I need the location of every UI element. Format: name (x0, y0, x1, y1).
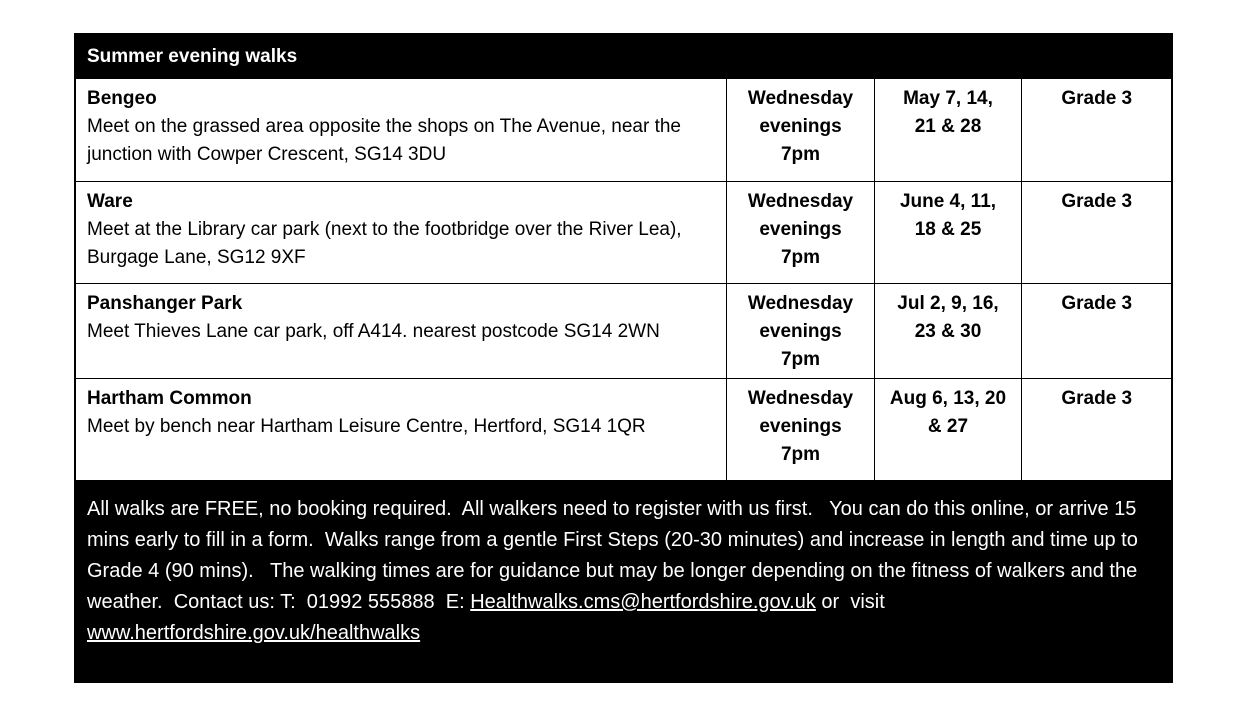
day-text: evenings (759, 320, 842, 342)
time-text: 7pm (780, 246, 821, 268)
day-text: Wednesday (747, 292, 854, 314)
location-description: Meet by bench near Hartham Leisure Centre, Hertford, SG14 1QR (87, 415, 646, 437)
day-text: Wednesday (747, 88, 854, 109)
location-cell (76, 79, 726, 181)
dates-text: Jul 2, 9, 16, (897, 292, 999, 314)
day-cell (726, 79, 874, 181)
day-cell (726, 283, 874, 378)
walks-flyer (74, 33, 1173, 683)
location-name: Panshanger Park (87, 292, 243, 314)
day-text: evenings (759, 218, 842, 240)
day-cell (726, 378, 874, 480)
dates-text: 23 & 30 (914, 320, 982, 342)
location-name: Ware (87, 190, 133, 212)
info-text: All walks are FREE, no booking required. All walkers need to register with us first. You can do this online, or arrive 15 mins early to fill in a form. Walks range from a gentle First Steps (20-30 minutes) and increase in length and time up to Grade 4 (90 mins). The walking times are for guidance but may be longer depending on the fitness of walkers and the weather. Contact us: T: 01992 555888 E: (87, 498, 1144, 613)
dates-cell (874, 283, 1021, 378)
dates-cell (874, 181, 1021, 283)
dates-cell (874, 378, 1021, 480)
location-cell (76, 283, 726, 378)
day-cell (726, 181, 874, 283)
day-text: Wednesday (747, 387, 854, 409)
location-name: Hartham Common (87, 387, 252, 409)
day-text: Wednesday (747, 190, 854, 212)
dates-text: June 4, 11, (899, 190, 997, 212)
dates-text: May 7, 14, (903, 88, 993, 109)
location-description: Meet on the grassed area opposite the shops on The Avenue, near the junction with Cowper Crescent, SG14 3DU (87, 116, 682, 165)
email-link[interactable]: Healthwalks.cms@hertfordshire.gov.uk (470, 591, 816, 613)
day-text: evenings (759, 415, 842, 437)
location-cell (76, 378, 726, 480)
walks-table (76, 79, 1171, 481)
grade-cell: Grade 3 (1021, 378, 1171, 480)
connector-text: or visit (815, 591, 891, 613)
time-text: 7pm (780, 144, 821, 165)
website-link[interactable]: www.hertfordshire.gov.uk/healthwalks (87, 622, 421, 644)
dates-text: Aug 6, 13, 20 (889, 387, 1007, 409)
day-text: evenings (759, 116, 842, 137)
time-text: 7pm (780, 443, 821, 465)
grade-cell: Grade 3 (1021, 283, 1171, 378)
location-cell (76, 181, 726, 283)
location-description: Meet Thieves Lane car park, off A414. nearest postcode SG14 2WN (87, 320, 660, 342)
time-text: 7pm (780, 348, 821, 370)
grade-cell: Grade 3 (1021, 181, 1171, 283)
table-row (76, 181, 1171, 283)
dates-text: 21 & 28 (914, 116, 982, 137)
dates-text: & 27 (927, 415, 969, 437)
table-row (76, 79, 1171, 181)
table-row (76, 378, 1171, 480)
page-title: Summer evening walks (76, 35, 1171, 79)
dates-text: 18 & 25 (914, 218, 982, 240)
grade-cell: Grade 3 (1021, 79, 1171, 181)
info-footer (76, 480, 1171, 681)
location-description: Meet at the Library car park (next to the footbridge over the River Lea), Burgage Lane, SG12 9XF (87, 218, 682, 268)
location-name: Bengeo (87, 88, 157, 109)
dates-cell (874, 79, 1021, 181)
table-row (76, 283, 1171, 378)
